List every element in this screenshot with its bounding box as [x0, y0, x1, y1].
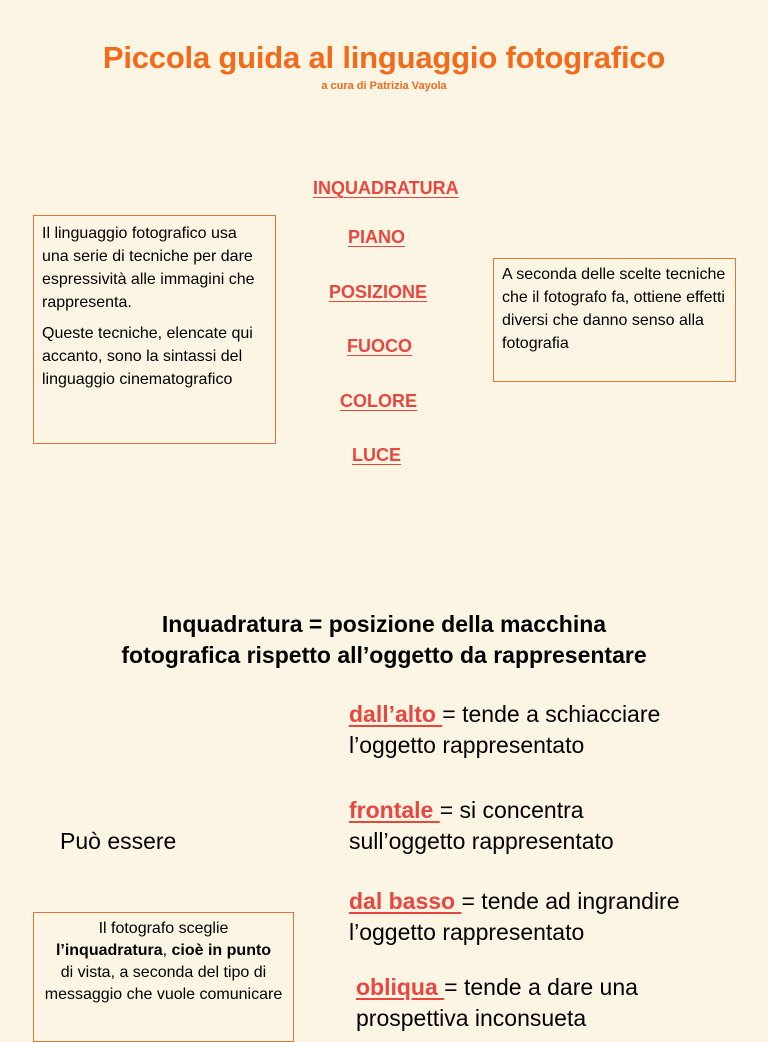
- effects-box: [493, 258, 736, 382]
- section-heading-line-1: Inquadratura = posizione della macchina: [161, 611, 607, 637]
- technique-luce[interactable]: LUCE: [352, 445, 401, 465]
- technique-posizione[interactable]: POSIZIONE: [329, 282, 428, 302]
- note-line-2: [40, 940, 287, 962]
- photographer-note-box: [33, 912, 294, 1042]
- definition-term[interactable]: dal basso: [349, 888, 462, 914]
- section-heading: [0, 609, 768, 671]
- definition-line-2: l’oggetto rappresentato: [349, 919, 585, 945]
- section-heading-line-2: fotografica rispetto all’oggetto da rappresentare: [121, 642, 647, 668]
- definition-line-2: prospettiva inconsueta: [356, 1005, 587, 1031]
- definition-line-1: [349, 795, 614, 826]
- definition-meaning: = si concentra: [439, 797, 584, 823]
- definition-term[interactable]: obliqua: [356, 974, 445, 1000]
- definition-line-1: [356, 972, 638, 1003]
- can-be-label: Può essere: [60, 828, 177, 854]
- technique-inquadratura[interactable]: INQUADRATURA: [313, 178, 459, 198]
- note-bold-punto: cioè in punto: [171, 942, 272, 959]
- effects-text: A seconda delle scelte tecniche che il fotografo fa, ottiene effetti diversi che danno senso alla fotografia: [502, 266, 726, 352]
- definition-term[interactable]: frontale: [349, 797, 440, 823]
- technique-piano[interactable]: PIANO: [348, 227, 406, 247]
- definition-meaning: = tende a schiacciare: [442, 701, 661, 727]
- definition-line-2: l’oggetto rappresentato: [349, 732, 585, 758]
- intro-box: [33, 215, 276, 444]
- note-bold-inquadratura: l’inquadratura: [55, 942, 163, 959]
- definition-line-2: sull’oggetto rappresentato: [349, 828, 614, 854]
- note-rest: di vista, a seconda del tipo di messaggio che vuole comunicare: [44, 964, 283, 1003]
- intro-paragraph-1: Il linguaggio fotografico usa una serie di tecniche per dare espressività alle immagini che rappresenta.: [42, 225, 255, 311]
- technique-fuoco[interactable]: FUOCO: [347, 336, 412, 356]
- intro-paragraph-2: Queste tecniche, elencate qui accanto, sono la sintassi del linguaggio cinematografico: [42, 325, 253, 388]
- technique-colore[interactable]: COLORE: [340, 391, 418, 411]
- definition-dal-basso: [349, 886, 680, 948]
- definition-obliqua: [356, 972, 638, 1034]
- note-comma: ,: [162, 942, 172, 959]
- page-subtitle: a cura di Patrizia Vayola: [321, 80, 447, 92]
- definition-term[interactable]: dall’alto: [349, 701, 443, 727]
- page-title: Piccola guida al linguaggio fotografico: [102, 40, 666, 75]
- definition-line-1: [349, 886, 680, 917]
- definition-dall-alto: [349, 699, 660, 761]
- definition-meaning: = tende a dare una: [444, 974, 638, 1000]
- note-line-1: Il fotografo sceglie: [98, 920, 229, 937]
- definition-meaning: = tende ad ingrandire: [461, 888, 680, 914]
- definition-line-1: [349, 699, 660, 730]
- definition-frontale: [349, 795, 614, 857]
